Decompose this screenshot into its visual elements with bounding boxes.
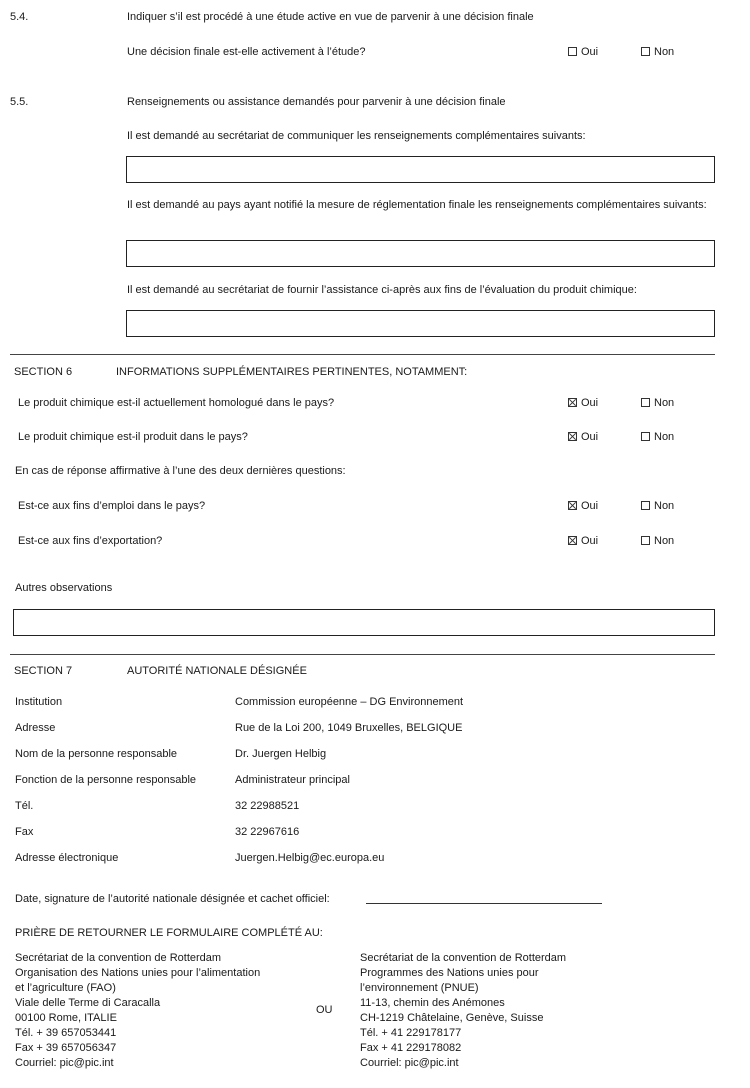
address-line: Courriel: pic@pic.int (15, 1057, 114, 1069)
request-secretariat-info-field[interactable] (126, 156, 715, 183)
request-secretariat-info-label: Il est demandé au secrétariat de communiquer les renseignements complémentaires suivants: (127, 130, 586, 142)
email-label: Adresse électronique (15, 852, 119, 864)
checkbox-empty-icon (641, 501, 650, 510)
address-line: Organisation des Nations unies pour l’alimentation (15, 967, 261, 979)
section-6-label: SECTION 6 (14, 366, 73, 378)
section-7-title: AUTORITÉ NATIONALE DÉSIGNÉE (127, 665, 307, 677)
request-assistance-label: Il est demandé au secrétariat de fournir l’assistance ci-après aux fins de l’évaluation du produit chimique: (127, 284, 637, 296)
checkbox-empty-icon (568, 47, 577, 56)
decision-oui-checkbox[interactable]: Oui (568, 46, 598, 58)
observations-label: Autres observations (15, 582, 113, 594)
phone-label: Tél. (15, 800, 34, 812)
observations-field[interactable] (13, 609, 715, 636)
section-divider (10, 354, 715, 355)
address-value: Rue de la Loi 200, 1049 Bruxelles, BELGIQUE (235, 722, 463, 734)
address-line: Fax + 41 229178082 (360, 1042, 462, 1054)
request-assistance-field[interactable] (126, 310, 715, 337)
section-7-label: SECTION 7 (14, 665, 73, 677)
checkbox-empty-icon (641, 432, 650, 441)
email-value: Juergen.Helbig@ec.europa.eu (235, 852, 385, 864)
section-5-4-question: Une décision finale est-elle activement à l’étude? (127, 46, 366, 58)
section-5-5-number: 5.5. (10, 96, 29, 108)
responsible-name-label: Nom de la personne responsable (15, 748, 178, 760)
section-5-5-title: Renseignements ou assistance demandés pour parvenir à une décision finale (127, 96, 506, 108)
responsible-function-value: Administrateur principal (235, 774, 350, 786)
address-line: l’environnement (PNUE) (360, 982, 479, 994)
address-line: Tél. + 39 657053441 (15, 1027, 117, 1039)
export-oui-checkbox[interactable]: Oui (568, 535, 598, 547)
produced-oui-checkbox[interactable]: Oui (568, 431, 598, 443)
decision-non-checkbox[interactable]: Non (641, 46, 674, 58)
institution-value: Commission européenne – DG Environnement (235, 696, 464, 708)
fax-value: 32 22967616 (235, 826, 300, 838)
checkbox-empty-icon (641, 47, 650, 56)
responsible-function-label: Fonction de la personne responsable (15, 774, 197, 786)
section-5-4-number: 5.4. (10, 11, 29, 23)
address-line: Programmes des Nations unies pour (360, 967, 539, 979)
address-line: Courriel: pic@pic.int (360, 1057, 459, 1069)
address-line: et l’agriculture (FAO) (15, 982, 116, 994)
section-divider (10, 654, 715, 655)
address-line: 11-13, chemin des Anémones (360, 997, 505, 1009)
address-line: Secrétariat de la convention de Rotterdam (15, 952, 222, 964)
signature-line[interactable] (366, 903, 602, 904)
request-notifying-country-label: Il est demandé au pays ayant notifié la mesure de réglementation finale les renseignements complémentaires suivants: (127, 199, 707, 211)
produced-non-checkbox[interactable]: Non (641, 431, 674, 443)
signature-label: Date, signature de l’autorité nationale désignée et cachet officiel: (15, 893, 330, 905)
checkbox-empty-icon (641, 398, 650, 407)
request-notifying-country-field[interactable] (126, 240, 715, 267)
phone-value: 32 22988521 (235, 800, 300, 812)
export-non-checkbox[interactable]: Non (641, 535, 674, 547)
registered-oui-checkbox[interactable]: Oui (568, 397, 598, 409)
address-label: Adresse (15, 722, 56, 734)
address-line: Viale delle Terme di Caracalla (15, 997, 161, 1009)
address-line: CH-1219 Châtelaine, Genève, Suisse (360, 1012, 544, 1024)
responsible-name-value: Dr. Juergen Helbig (235, 748, 327, 760)
address-line: Fax + 39 657056347 (15, 1042, 117, 1054)
fao-address-block (15, 951, 260, 1071)
or-separator: OU (316, 1004, 333, 1016)
unep-address-block (360, 951, 566, 1071)
question-domestic-use: Est-ce aux fins d’emploi dans le pays? (18, 500, 206, 512)
checkbox-checked-icon (568, 398, 577, 407)
question-registered: Le produit chimique est-il actuellement homologué dans le pays? (18, 397, 335, 409)
address-line: Secrétariat de la convention de Rotterdam (360, 952, 567, 964)
checkbox-checked-icon (568, 432, 577, 441)
domestic-use-oui-checkbox[interactable]: Oui (568, 500, 598, 512)
checkbox-empty-icon (641, 536, 650, 545)
registered-non-checkbox[interactable]: Non (641, 397, 674, 409)
domestic-use-non-checkbox[interactable]: Non (641, 500, 674, 512)
institution-label: Institution (15, 696, 63, 708)
section-6-title: INFORMATIONS SUPPLÉMENTAIRES PERTINENTES, NOTAMMENT: (116, 366, 468, 378)
address-line: Tél. + 41 229178177 (360, 1027, 462, 1039)
question-export: Est-ce aux fins d’exportation? (18, 535, 163, 547)
checkbox-checked-icon (568, 536, 577, 545)
fax-label: Fax (15, 826, 34, 838)
affirmative-intro: En cas de réponse affirmative à l’une des deux dernières questions: (15, 465, 346, 477)
question-produced: Le produit chimique est-il produit dans le pays? (18, 431, 248, 443)
checkbox-checked-icon (568, 501, 577, 510)
return-heading: PRIÈRE DE RETOURNER LE FORMULAIRE COMPLÉTÉ AU: (15, 927, 323, 939)
section-5-4-title: Indiquer s’il est procédé à une étude active en vue de parvenir à une décision finale (127, 11, 534, 23)
address-line: 00100 Rome, ITALIE (15, 1012, 117, 1024)
